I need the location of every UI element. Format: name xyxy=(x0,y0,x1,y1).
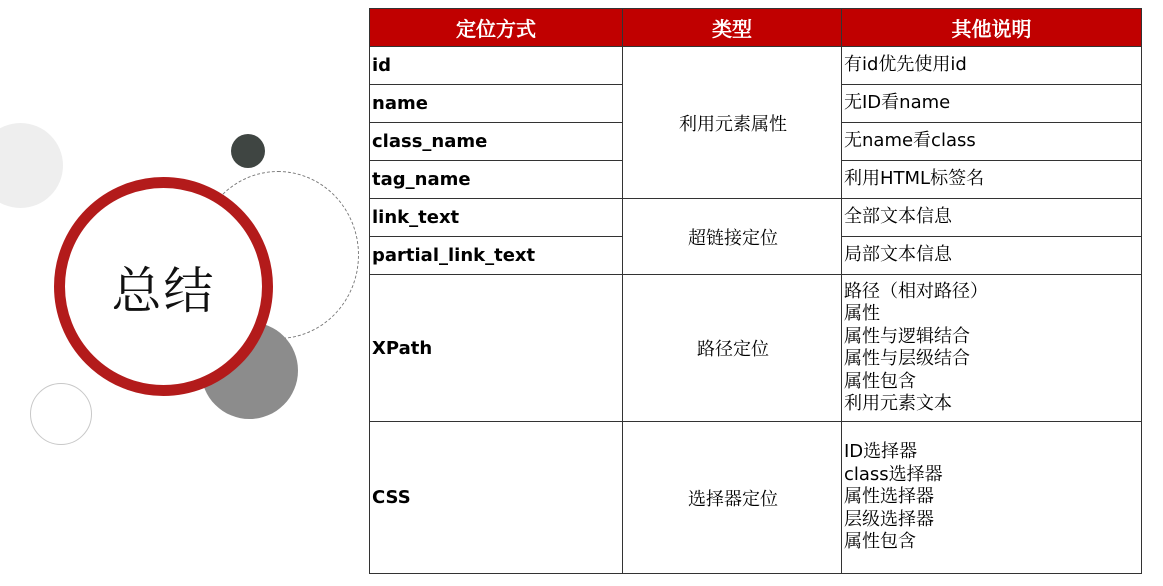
note-cell-xpath xyxy=(842,275,1142,422)
method-cell: partial_link_text xyxy=(370,237,623,275)
type-cell: 利用元素属性 xyxy=(623,47,842,199)
method-cell: class_name xyxy=(370,123,623,161)
method-cell: id xyxy=(370,47,623,85)
method-cell: CSS xyxy=(370,422,623,574)
note-line: 属性与层级结合 xyxy=(844,348,970,369)
header-notes: 其他说明 xyxy=(842,9,1142,47)
note-cell: 全部文本信息 xyxy=(842,199,1142,237)
note-line: 利用元素文本 xyxy=(844,393,952,414)
note-line: class选择器 xyxy=(844,463,943,485)
note-cell-css xyxy=(842,422,1142,574)
summary-table xyxy=(369,8,1142,574)
note-line: 路径（相对路径） xyxy=(844,280,988,302)
method-cell: tag_name xyxy=(370,161,623,199)
page-title: 总结 xyxy=(111,261,216,320)
note-line: 层级选择器 xyxy=(844,508,934,530)
title-circle xyxy=(54,177,273,396)
decorative-circle-light xyxy=(0,123,63,208)
table-row xyxy=(370,47,1142,85)
method-cell: name xyxy=(370,85,623,123)
decorative-circle-dark xyxy=(231,134,265,168)
note-line: 属性与逻辑结合 xyxy=(844,325,970,347)
note-cell: 无name看class xyxy=(842,123,1142,161)
table-header-row xyxy=(370,9,1142,47)
note-line: 属性包含 xyxy=(844,370,916,392)
type-cell: 路径定位 xyxy=(623,275,842,422)
note-cell: 局部文本信息 xyxy=(842,237,1142,275)
note-line: 属性 xyxy=(844,303,880,324)
note-line: ID选择器 xyxy=(844,441,918,463)
header-type: 类型 xyxy=(623,9,842,47)
note-cell: 利用HTML标签名 xyxy=(842,161,1142,199)
decorative-circle-outline xyxy=(30,383,92,445)
note-line: 属性包含 xyxy=(844,531,916,553)
table-row xyxy=(370,199,1142,237)
header-method: 定位方式 xyxy=(370,9,623,47)
method-cell: link_text xyxy=(370,199,623,237)
table-row xyxy=(370,275,1142,422)
note-line: 属性选择器 xyxy=(844,486,934,508)
type-cell: 选择器定位 xyxy=(623,422,842,574)
note-cell: 无ID看name xyxy=(842,85,1142,123)
type-cell: 超链接定位 xyxy=(623,199,842,275)
note-cell: 有id优先使用id xyxy=(842,47,1142,85)
method-cell: XPath xyxy=(370,275,623,422)
table-row xyxy=(370,422,1142,574)
